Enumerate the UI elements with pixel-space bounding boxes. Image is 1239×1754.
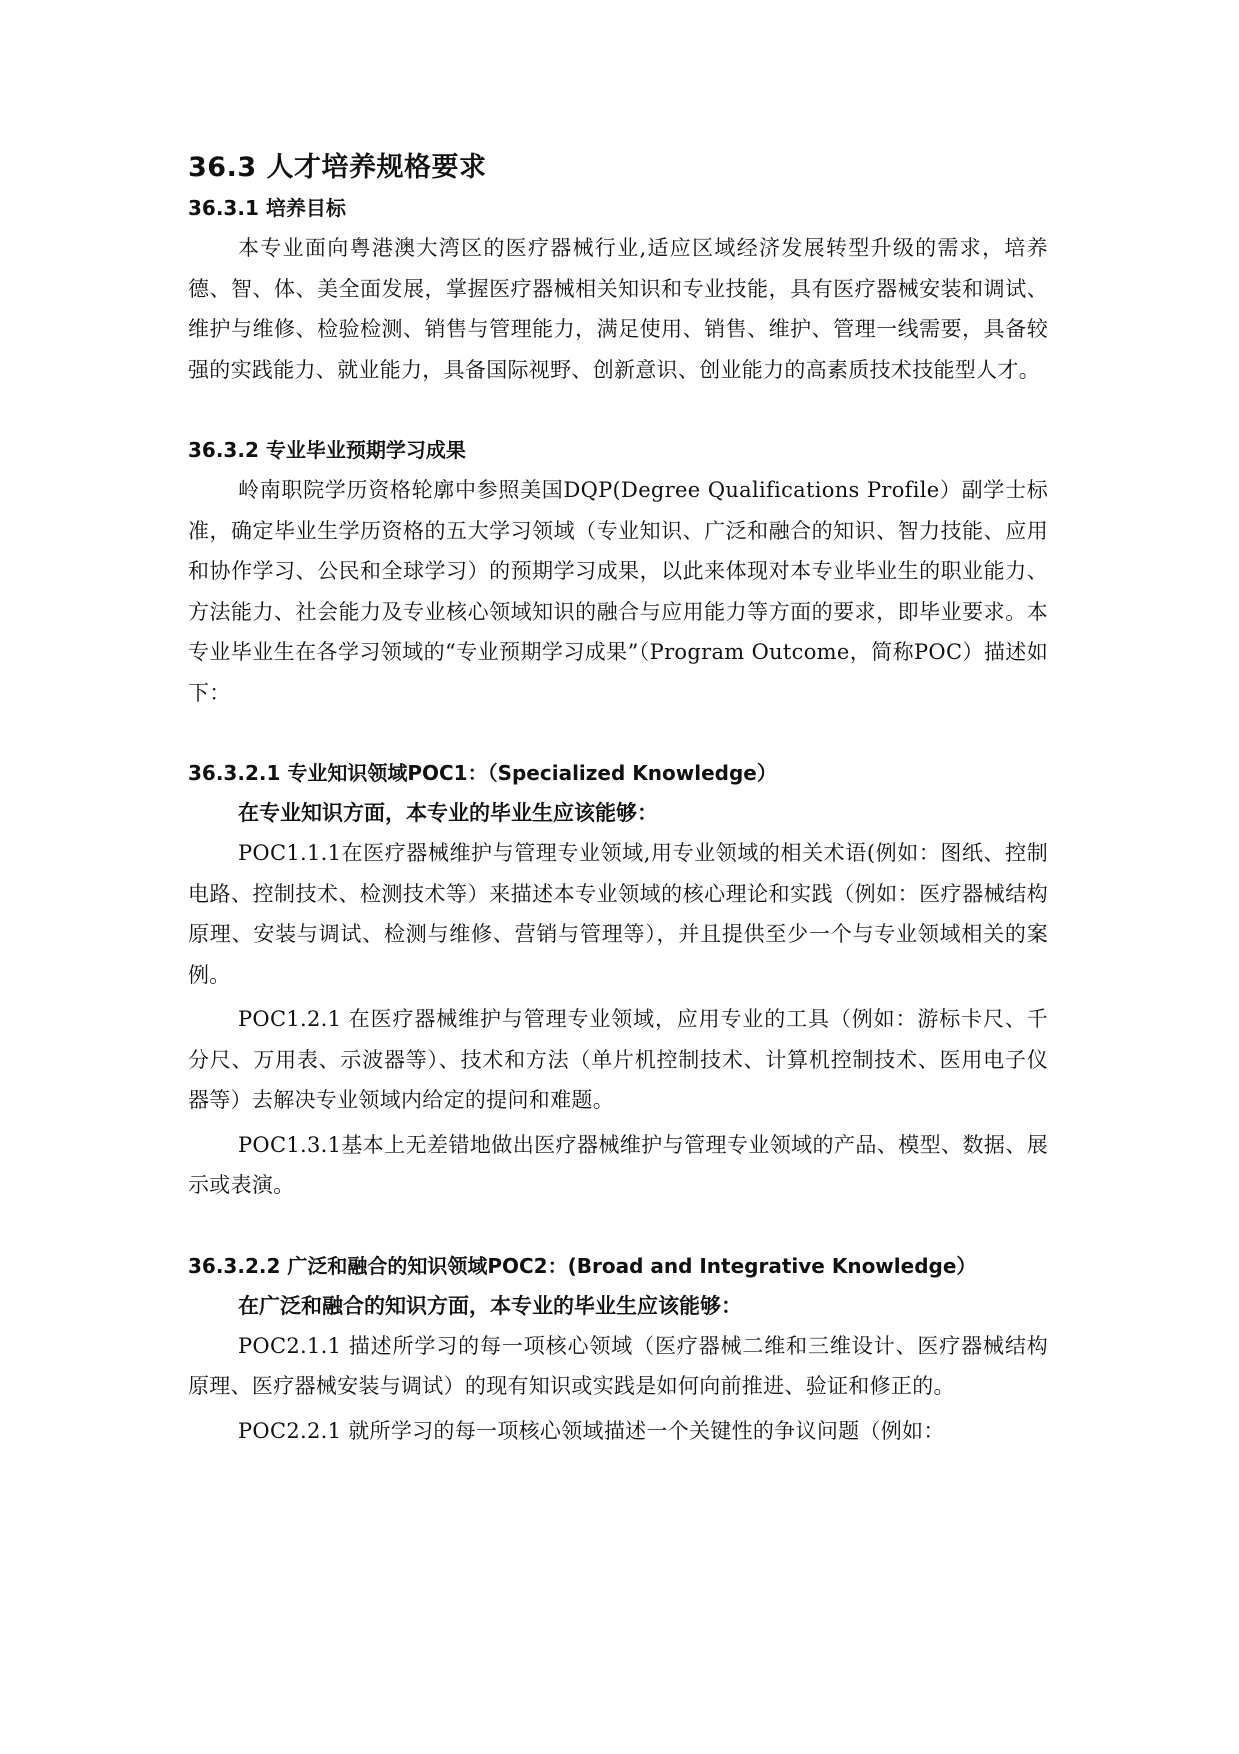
poc1-item-1: POC1.1.1在医疗器械维护与管理专业领域,用专业领域的相关术语(例如：图纸、控制电路、控制技术、检测技术等）来描述本专业领域的核心理论和实践（例如：医疗器械结构原理、安装与调试、检测与维修、营销与管理等），并且提供至少一个与专业领域相关的案例。 [188,841,1048,987]
subsection-heading-poc2: 36.3.2.2 广泛和融合的知识领域POC2：(Broad and Integrative Knowledge） [188,1253,977,1278]
learning-outcomes-paragraph: 岭南职院学历资格轮廓中参照美国DQP(Degree Qualifications Profile）副学士标准，确定毕业生学历资格的五大学习领域（专业知识、广泛和融合的知识、智力技能、应用和协作学习、公民和全球学习）的预期学习成果，以此来体现对本专业毕业生的职业能力、方法能力、社会能力及专业核心领域知识的融合与应用能力等方面的要求，即毕业要求。本专业毕业生在各学习领域的“专业预期学习成果”（Program Outcome，简称POC）描述如下： [188,478,1048,705]
poc1-item-2: POC1.2.1 在医疗器械维护与管理专业领域，应用专业的工具（例如：游标卡尺、千分尺、万用表、示波器等）、技术和方法（单片机控制技术、计算机控制技术、医用电子仪器等）去解决专业领域内给定的提问和难题。 [188,1007,1048,1112]
poc1-item-3: POC1.3.1基本上无差错地做出医疗器械维护与管理专业领域的产品、模型、数据、展示或表演。 [188,1132,1048,1197]
spacer [188,390,1048,430]
training-goal-paragraph: 本专业面向粤港澳大湾区的医疗器械行业,适应区域经济发展转型升级的需求，培养德、智、体、美全面发展，掌握医疗器械相关知识和专业技能，具有医疗器械安装和调试、维护与维修、检验检测、销售与管理能力，满足使用、销售、维护、管理一线需要，具备较强的实践能力、就业能力，具备国际视野、创新意识、创业能力的高素质技术技能型人才。 [188,236,1048,382]
subsection-heading-training-goal: 36.3.1 培养目标 [188,196,346,220]
poc1-lead: 在专业知识方面，本专业的毕业生应该能够： [238,801,658,825]
section-title: 36.3 人才培养规格要求 [188,152,487,183]
subsection-heading-learning-outcomes: 36.3.2 专业毕业预期学习成果 [188,438,466,462]
page-content [188,148,1048,1451]
poc2-item-1: POC2.1.1 描述所学习的每一项核心领域（医疗器械二维和三维设计、医疗器械结构原理、医疗器械安装与调试）的现有知识或实践是如何向前推进、验证和修正的。 [188,1333,1048,1398]
spacer [188,1206,1048,1246]
subsection-heading-poc1: 36.3.2.1 专业知识领域POC1：（Specialized Knowledge） [188,761,777,785]
poc2-item-2: POC2.2.1 就所学习的每一项核心领域描述一个关键性的争议问题（例如： [238,1418,945,1443]
spacer [188,713,1048,753]
poc2-lead: 在广泛和融合的知识方面，本专业的毕业生应该能够： [238,1293,742,1318]
